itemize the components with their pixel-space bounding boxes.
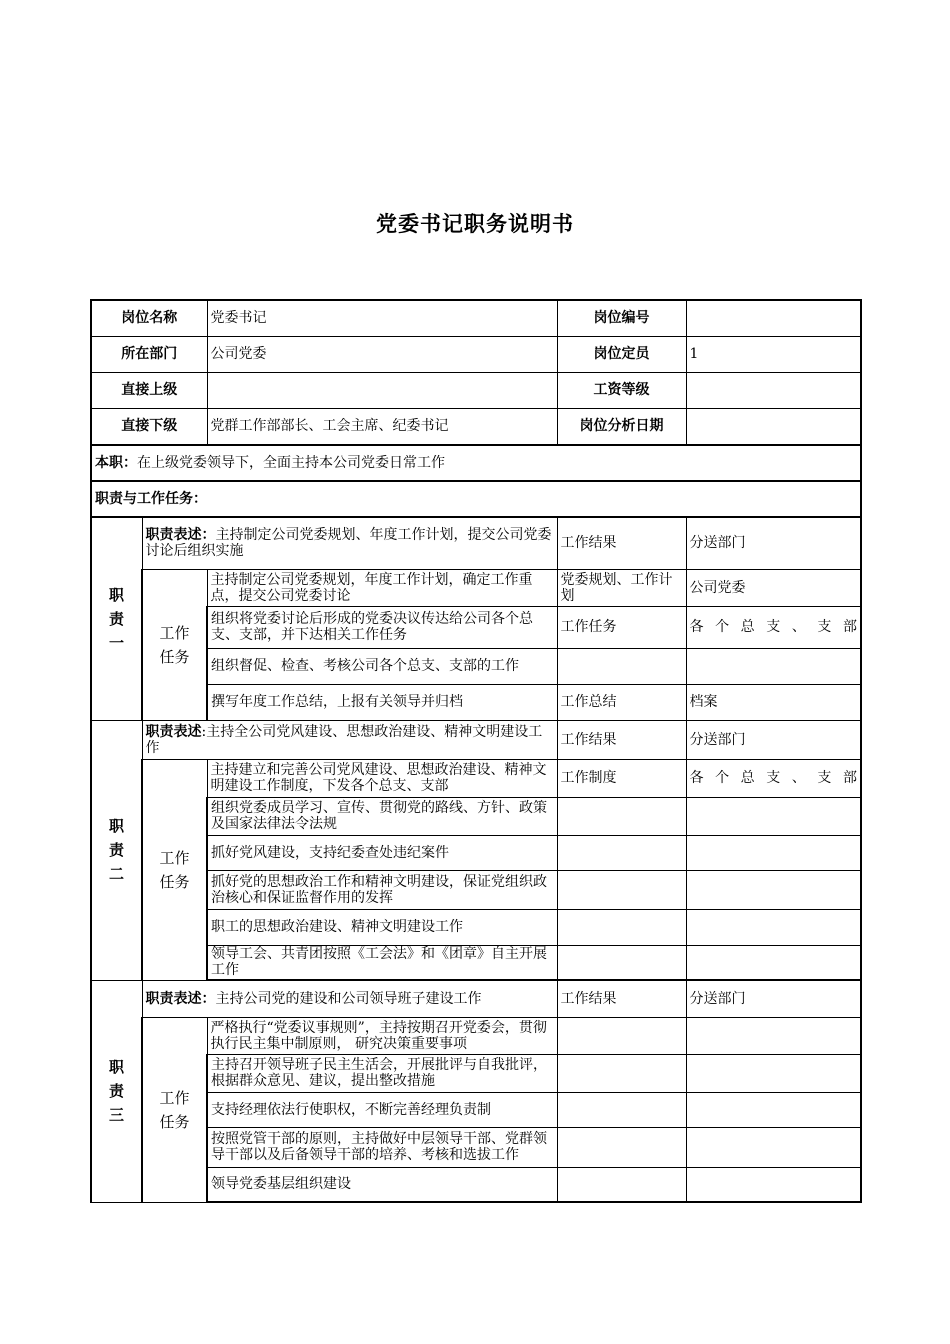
position-name-value: 党委书记 [207, 300, 557, 336]
duty3-result-header: 工作结果 [557, 980, 686, 1017]
subordinate-label: 直接下级 [91, 408, 207, 445]
duty1-task-1-result: 党委规划、工作计划 [557, 569, 686, 606]
duty3-label: 职 责 三 [91, 980, 142, 1202]
duty1-task-3-dept [686, 648, 861, 684]
duty1-task-4-dept: 档案 [686, 684, 861, 720]
superior-value [207, 372, 557, 408]
duty3-task-1-result [557, 1017, 686, 1054]
duty2-statement-text: :主持全公司党风建设、思想政治建设、精神文明建设工作 [145, 723, 543, 756]
duty3-task-4-result [557, 1127, 686, 1167]
duty1-task-2-result: 工作任务 [557, 606, 686, 648]
duty3-task-1: 严格执行“党委议事规则”，主持按期召开党委会，贯彻执行民主集中制原则， 研究决策重要事项 [207, 1017, 557, 1054]
duty2-task-6-result [557, 945, 686, 980]
duty2-task-1: 主持建立和完善公司党风建设、思想政治建设、精神文明建设工作制度，下发各个总支、支部 [207, 759, 557, 797]
duty3-dept-header: 分送部门 [686, 980, 861, 1017]
duty2-statement [142, 720, 557, 759]
position-no-label: 岗位编号 [557, 300, 686, 336]
duty1-task-label: 工作 任务 [142, 569, 207, 720]
position-no-value [686, 300, 861, 336]
department-value: 公司党委 [207, 336, 557, 372]
duty2-task-6: 领导工会、共青团按照《工会法》和《团章》自主开展工作 [207, 945, 557, 980]
headcount-value: 1 [686, 336, 861, 372]
duty1-task-2: 组织将党委讨论后形成的党委决议传达给公司各个总支、支部，并下达相关工作任务 [207, 606, 557, 648]
subordinate-value: 党群工作部部长、工会主席、纪委书记 [207, 408, 557, 445]
duty2-task-6-dept [686, 945, 861, 980]
position-name-label: 岗位名称 [91, 300, 207, 336]
duty3-task-4: 按照党管干部的原则，主持做好中层领导干部、党群领导干部以及后备领导干部的培养、考核和选拔工作 [207, 1127, 557, 1167]
duty1-statement [142, 517, 557, 569]
duty2-task-2-dept [686, 797, 861, 835]
duty-summary [91, 445, 861, 481]
duty3-task-5-result [557, 1167, 686, 1202]
duty2-task-2-result [557, 797, 686, 835]
duty1-task-3-result [557, 648, 686, 684]
duty2-task-1-result: 工作制度 [557, 759, 686, 797]
duty2-task-4-result [557, 870, 686, 909]
duty3-statement [142, 980, 557, 1017]
duty2-label: 职 责 二 [91, 720, 142, 980]
duty2-task-4-dept [686, 870, 861, 909]
duty1-statement-text: 主持制定公司党委规划、年度工作计划，提交公司党委讨论后组织实施 [145, 527, 552, 560]
duty3-task-2-result [557, 1054, 686, 1092]
duty2-result-header: 工作结果 [557, 720, 686, 759]
duty3-task-4-dept [686, 1127, 861, 1167]
analysis-date-label: 岗位分析日期 [557, 408, 686, 445]
duty3-statement-label: 职责表述： [145, 990, 216, 1007]
duty1-dept-header: 分送部门 [686, 517, 861, 569]
duty1-statement-label: 职责表述： [145, 527, 216, 544]
duty1-result-header: 工作结果 [557, 517, 686, 569]
job-description-table [90, 299, 862, 1203]
document-title: 党委书记职务说明书 [376, 212, 574, 236]
superior-label: 直接上级 [91, 372, 207, 408]
duty3-task-2: 主持召开领导班子民主生活会，开展批评与自我批评，根据群众意见、建议，提出整改措施 [207, 1054, 557, 1092]
duty1-task-1: 主持制定公司党委规划，年度工作计划，确定工作重点，提交公司党委讨论 [207, 569, 557, 606]
duty2-task-3: 抓好党风建设，支持纪委查处违纪案件 [207, 835, 557, 870]
duty3-task-5: 领导党委基层组织建设 [207, 1167, 557, 1202]
headcount-label: 岗位定员 [557, 336, 686, 372]
duty3-task-3: 支持经理依法行使职权，不断完善经理负责制 [207, 1092, 557, 1127]
analysis-date-value [686, 408, 861, 445]
duty3-task-5-dept [686, 1167, 861, 1202]
duty3-statement-text: 主持公司党的建设和公司领导班子建设工作 [215, 990, 482, 1007]
duty2-task-label: 工作 任务 [142, 759, 207, 980]
duty2-task-4: 抓好党的思想政治工作和精神文明建设，保证党组织政治核心和保证监督作用的发挥 [207, 870, 557, 909]
salary-grade-label: 工资等级 [557, 372, 686, 408]
duty-summary-text: 在上级党委领导下，全面主持本公司党委日常工作 [137, 455, 445, 471]
duty3-task-1-dept [686, 1017, 861, 1054]
duty2-task-3-dept [686, 835, 861, 870]
duty2-task-5-result [557, 909, 686, 945]
duties-heading: 职责与工作任务： [91, 481, 861, 517]
duty1-task-1-dept: 公司党委 [686, 569, 861, 606]
duty1-task-4-result: 工作总结 [557, 684, 686, 720]
duty2-task-1-dept: 各个总支、支部 [686, 759, 861, 797]
duty2-statement-label: 职责表述 [145, 723, 202, 740]
duty2-dept-header: 分送部门 [686, 720, 861, 759]
duty-summary-label: 本职： [95, 455, 137, 471]
duty2-task-5: 职工的思想政治建设、精神文明建设工作 [207, 909, 557, 945]
duty1-label: 职 责 一 [91, 517, 142, 720]
duty1-task-2-dept: 各个总支、支部 [686, 606, 861, 648]
duty2-task-2: 组织党委成员学习、宣传、贯彻党的路线、方针、政策及国家法律法令法规 [207, 797, 557, 835]
duty3-task-label: 工作 任务 [142, 1017, 207, 1202]
duty1-task-4: 撰写年度工作总结，上报有关领导并归档 [207, 684, 557, 720]
duty2-task-5-dept [686, 909, 861, 945]
duty3-task-2-dept [686, 1054, 861, 1092]
duty3-task-3-result [557, 1092, 686, 1127]
duty1-task-3: 组织督促、检查、考核公司各个总支、支部的工作 [207, 648, 557, 684]
department-label: 所在部门 [91, 336, 207, 372]
salary-grade-value [686, 372, 861, 408]
duty3-task-3-dept [686, 1092, 861, 1127]
duty2-task-3-result [557, 835, 686, 870]
